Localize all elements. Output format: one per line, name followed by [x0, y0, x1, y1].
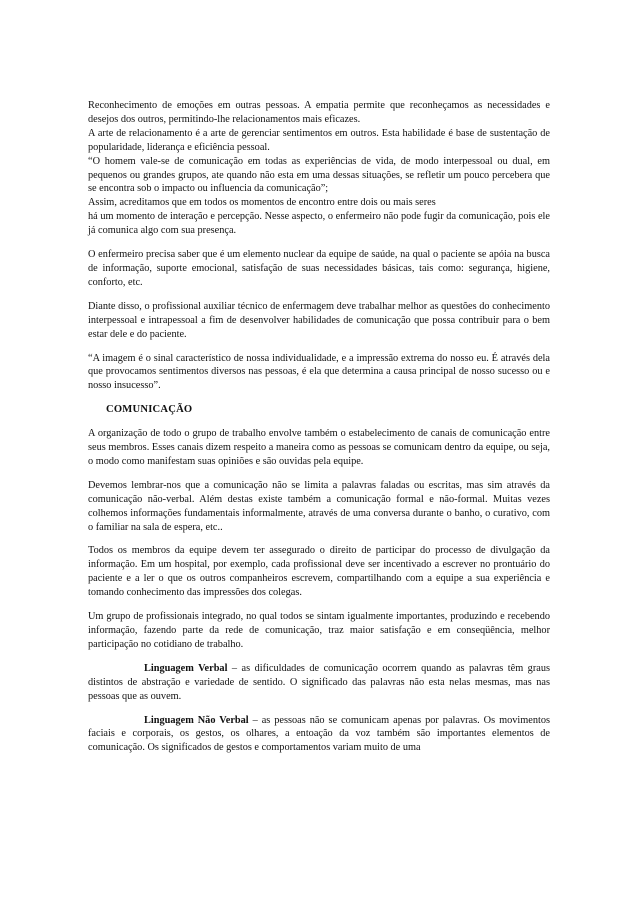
text-nonverbal-language: – as pessoas não se comunicam apenas por palavras. Os movimentos faciais e corporais, os gestos, os olhares, a entoação da voz também são importantes elementos de comunicação. Os significados de gestos e comportamentos variam muito de uma [88, 714, 550, 754]
paragraph-nonverbal-language [88, 714, 550, 756]
paragraph-relationship-art: A arte de relacionamento é a arte de gerenciar sentimentos em outros. Esta habilidade é base de sustentação de popularidade, liderança e eficiência pessoal. [88, 127, 550, 153]
paragraph-organization: A organização de todo o grupo de trabalho envolve também o estabelecimento de canais de comunicação entre seus membros. Esses canais dizem respeito a maneira como as pessoas se comunicam dentro da equipe, ou seja, o modo como manifestam suas opiniões e são ouvidas pela equipe. [88, 428, 550, 467]
paragraph-encounter: Assim, acreditamos que em todos os momentos de encontro entre dois ou mais seres [88, 197, 436, 209]
intro-block [88, 99, 550, 238]
quote-image: “A imagem é o sinal característico de nossa individualidade, e a impressão extrema do nosso eu. É através dela que provocamos sentimentos diversos nas pessoas, é ela que determina a causa principal de nosso sucesso ou e nosso insucesso”. [88, 352, 550, 392]
paragraph-interaction: há um momento de interação e percepção. Nesse aspecto, o enfermeiro não pode fugir da comunicação, pois ele já comunica algo com sua presença. [88, 211, 550, 237]
paragraph-integrated-group: Um grupo de profissionais integrado, no qual todos se sintam igualmente importantes, produzindo e recebendo informação, fazendo parte da rede de comunicação, traz maior satisfação e em conseqüência, melhor participação no cotidiano de trabalho. [88, 611, 550, 650]
text-verbal-language: – as dificuldades de comunicação ocorrem quando as palavras têm graus distintos de abstração e variedade de sentido. O significado das palavras não esta nelas mesmas, mas nas pessoas que as ouvem. [88, 662, 550, 702]
paragraph-verbal-language [88, 662, 550, 704]
term-nonverbal-language: Linguagem Não Verbal [144, 714, 249, 726]
quote-communication: “O homem vale-se de comunicação em todas as experiências de vida, de modo interpessoal ou dual, em pequenos ou grandes grupos, ate quando não esta em uma dessas situações, se refletir um pouco percebera que se encontra sob o impacto ou influencia da comunicação”; [88, 155, 550, 195]
paragraph-nurse-nuclear: O enfermeiro precisa saber que é um elemento nuclear da equipe de saúde, na qual o paciente se apóia na busca de informação, suporte emocional, satisfação de suas necessidades básicas, tais como: segurança, higiene, conforto, etc. [88, 249, 550, 288]
paragraph-technical-auxiliary: Diante disso, o profissional auxiliar técnico de enfermagem deve trabalhar melhor as questões do conhecimento interpessoal e intrapessoal a fim de desenvolver habilidades de comunicação que possa contribuir para o bem estar dele e do paciente. [88, 300, 550, 340]
paragraph-non-verbal: Devemos lembrar-nos que a comunicação não se limita a palavras faladas ou escritas, mas sim através da comunicação não-verbal. Além destas existe também a comunicação formal e não-formal. Muitas vezes colhemos informações fundamentais informalmente, através de uma conversa durante o banho, o curativo, com o familiar na sala de espera, etc.. [88, 479, 550, 533]
document-page [88, 99, 550, 765]
term-verbal-language: Linguagem Verbal [144, 662, 228, 674]
section-heading: COMUNICAÇÃO [106, 404, 193, 416]
paragraph-empathy: Reconhecimento de emoções em outras pessoas. A empatia permite que reconheçamos as necessidades e desejos dos outros, permitindo-lhe relacionamentos mais eficazes. [88, 100, 550, 125]
paragraph-team-members: Todos os membros da equipe devem ter assegurado o direito de participar do processo de divulgação da informação. Em um hospital, por exemplo, cada profissional deve ser incentivado a escrever no prontuário do paciente e a ler o que os outros companheiros escrevem, compartilhando com a equipe a sua experiência e tomando conhecimento das impressões dos colegas. [88, 545, 550, 599]
